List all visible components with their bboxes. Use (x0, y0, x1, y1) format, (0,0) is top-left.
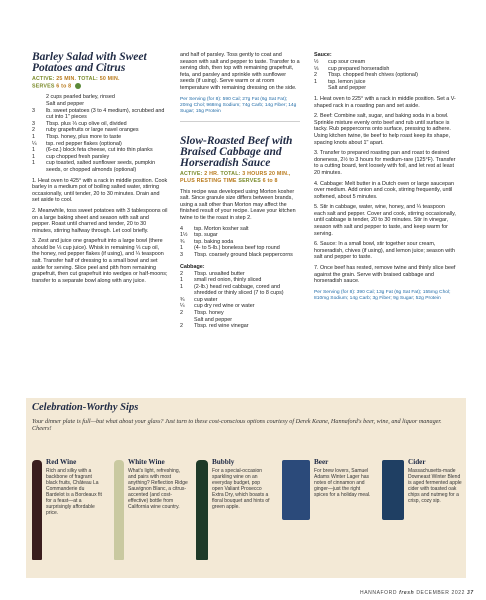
ingredient-text: (4- to 5-lb.) boneless beef top round (194, 245, 280, 252)
sip-heading: Cider (408, 458, 426, 466)
sauce-label: Sauce: (314, 52, 332, 58)
ingredient-row (180, 277, 300, 284)
ingredient-row (32, 94, 168, 101)
serves-value: 6 to 8 (56, 83, 72, 90)
ingredient-quantity: 4 (180, 225, 183, 232)
ingredient-row (32, 147, 168, 154)
ingredient-row (180, 284, 300, 297)
sip-heading: White Wine (128, 458, 165, 466)
ingredient-quantity: ¾ (180, 296, 185, 303)
recipe-step: 1. Heat oven to 225° with a rack in middle position. Set a V-shaped rack in a roasting pan and set aside. (314, 95, 456, 109)
ingredient-row (32, 127, 168, 134)
cabbage-ingredients (180, 271, 300, 330)
ingredient-row (180, 303, 300, 310)
ingredient-text: Salt and pepper (46, 101, 85, 107)
ingredient-text: Salt and pepper (328, 85, 367, 92)
sip-text: For a special-occasion sparkling wine on an everyday budget, pop open Valiant Prosecco Extra Dry, which boasts a floral bouquet and hints of green apple. (212, 468, 270, 510)
sip-text: Massachusetts-made Downeast Winter Blend is aged fermented apple cider with toasted oak chips and nutmeg for a crisp, cozy sip. (408, 468, 462, 504)
recipe-step: 2. Beef: Combine salt, sugar, and baking soda in a bowl. Sprinkle mixture evenly onto beef and rub until surface is tacky. Rub peppercorns onto surface, pressing to adhere. Using kitchen twine, tie beef to help roast keep its shape, spacing knots about 1" apart. (314, 113, 451, 146)
sip-text: Rich and silky with a backbone of fragrant black fruits, Château La Commanderie du Bardelot is a Bordeaux fit for a feast—at a surprisingly affordable price. (46, 468, 102, 516)
recipe-step: 6. Sauce: In a small bowl, stir together sour cream, horseradish, chives (if using), and lemon juice; season with salt and pepper to taste. (314, 241, 455, 261)
ingredient-text: lb. sweet potatoes (3 to 4 medium), scrubbed and cut into 1" pieces (46, 107, 165, 121)
recipe-step: 4. Cabbage: Melt butter in a Dutch oven or large saucepan over medium. Add onion and cook, stirring frequently, until softened, about 5 minutes. (314, 180, 454, 200)
ingredient-quantity: 2 (180, 323, 183, 330)
barley-continued (180, 52, 300, 330)
sip-heading: Beer (314, 458, 329, 466)
footer-issue: DECEMBER 2022 (416, 590, 465, 596)
sauce-ingredients (314, 59, 456, 92)
ingredient-row (180, 317, 300, 324)
recipe-step: 3. Transfer to prepared roasting pan and roast to desired doneness, 2½ to 3 hours for medium-rare (125°F). Transfer to a cutting board, tent loosely with foil, and let rest at least 20 minutes. (314, 150, 456, 176)
page-footer (360, 590, 474, 596)
barley-nutrition: Per Serving (for 8): 590 Cal; 27g Fat (6g Sat Fat); 20mg Chol; 968mg Sodium; 74g Carb; 14g Fiber; 14g Sugar; 15g Protein (180, 96, 297, 114)
ingredient-text: cup prepared horseradish (328, 65, 390, 72)
ingredient-row (180, 310, 300, 317)
beer-pack-image (282, 460, 310, 520)
ingredient-quantity: 1 (32, 133, 35, 140)
sip-cider (408, 458, 464, 504)
total-label: TOTAL: (77, 76, 99, 82)
sip-bubbly (212, 458, 272, 510)
sips-intro: Your dinner plate is full—but what about your glass? Just turn to these cost-conscious options courtesy of Derek Keane, Hannaford's beer, wine, and liquor manager. Cheers! (32, 418, 442, 433)
vegetarian-icon (75, 83, 81, 89)
ingredient-text: Tbsp. plus ⅓ cup olive oil, divided (46, 120, 127, 127)
ingredient-quantity: 1 (180, 245, 183, 252)
sips-section (26, 398, 466, 578)
red-wine-bottle-image (32, 460, 42, 560)
sip-beer (314, 458, 374, 498)
ingredient-row (32, 141, 168, 148)
recipe-step: 7. Once beef has rested, remove twine and thinly slice beef against the grain. Serve with braised cabbage and horseradish sauce. (314, 265, 456, 285)
beef-ingredients (180, 226, 300, 259)
ingredient-quantity (32, 94, 46, 101)
ingredient-text: small red onion, thinly sliced (194, 277, 262, 284)
ingredient-row (314, 85, 456, 92)
ingredient-row (180, 252, 300, 259)
sip-text: What's light, refreshing, and pairs with most anything? Reflection Ridge Sauvignon Blanc, a citrus-accented (and cost-effective) bottle from California wine country. (128, 468, 188, 510)
ingredient-quantity: 1 (314, 78, 317, 85)
barley-steps (32, 178, 168, 285)
beef-meta (180, 171, 300, 185)
ingredient-row (32, 101, 168, 108)
cider-pack-image (382, 460, 404, 520)
ingredient-text: Tbsp. coarsely ground black peppercorns (194, 251, 293, 258)
ingredient-quantity: 3 (32, 120, 35, 127)
ingredient-text: 2 cups pearled barley, rinsed (46, 94, 115, 101)
cabbage-label: Cabbage: (180, 263, 205, 270)
recipe-step: 2. Meanwhile, toss sweet potatoes with 3 tablespoons oil on a large baking sheet and season with salt and pepper. Roast until charred and tender, 20 to 30 minutes, stirring halfway through. Let cool briefly. (32, 207, 168, 234)
ingredient-text: cup chopped fresh parsley (46, 153, 110, 160)
ingredient-text: tsp. sugar (194, 232, 218, 239)
ingredient-quantity: ¾ (180, 238, 185, 245)
serves-value: 6 to 8 (262, 177, 278, 184)
total-label: TOTAL: (220, 170, 241, 177)
barley-meta (32, 76, 168, 90)
page-number: 37 (466, 590, 474, 596)
beef-continued (314, 52, 456, 302)
beef-steps (314, 96, 456, 285)
ingredient-quantity (180, 317, 194, 324)
beef-title: Slow-Roasted Beef with Braised Cabbage and Horseradish Sauce (180, 134, 293, 169)
ingredient-text: Tbsp. honey, plus more to taste (46, 133, 122, 140)
ingredient-text: tsp. red pepper flakes (optional) (46, 140, 122, 147)
active-label: ACTIVE: (32, 76, 55, 82)
ingredient-text: Salt and pepper (194, 316, 233, 323)
ingredient-quantity: ¼ (32, 140, 37, 147)
ingredient-quantity: 3 (180, 251, 183, 258)
active-time: 2 HR. (204, 170, 219, 177)
serves-label: SERVES (238, 177, 261, 184)
ingredient-row (32, 154, 168, 161)
ingredient-quantity (32, 101, 46, 108)
ingredient-row (314, 79, 456, 86)
ingredient-text: Tbsp. unsalted butter (194, 270, 245, 277)
sip-red-wine (46, 458, 104, 516)
ingredient-quantity: 2 (180, 270, 183, 277)
ingredient-text: cup water (194, 296, 218, 303)
ingredient-row (32, 134, 168, 141)
ingredient-quantity: 1 (32, 160, 35, 167)
ingredient-row (180, 239, 300, 246)
beef-note: This recipe was developed using Morton kosher salt. Since granule size differs between brands, using a salt other than Morton may affect the finished result of your recipe. Leave your kitchen twine to tie the roast in step 2. (180, 188, 296, 221)
ingredient-quantity: 1 (32, 153, 35, 160)
ingredient-row (314, 59, 456, 66)
ingredient-row (180, 323, 300, 330)
ingredient-text: Tbsp. chopped fresh chives (optional) (328, 72, 418, 79)
ingredient-quantity: 1 (180, 277, 183, 284)
prosecco-bottle-image (196, 460, 208, 560)
ingredient-quantity (314, 85, 328, 92)
sips-title: Celebration-Worthy Sips (32, 402, 139, 413)
total-time: 50 MIN. (99, 76, 120, 82)
barley-ingredients (32, 94, 168, 173)
ingredient-quantity: 1 (180, 283, 183, 290)
divider (180, 121, 300, 122)
ingredient-row (180, 297, 300, 304)
footer-magazine: fresh (399, 590, 415, 596)
ingredient-text: tsp. lemon juice (328, 78, 366, 85)
footer-brand: HANNAFORD (360, 590, 398, 596)
ingredient-row (180, 232, 300, 239)
ingredient-quantity: 1 (32, 147, 35, 154)
ingredient-quantity: ½ (314, 59, 319, 65)
ingredient-quantity: 1½ (180, 232, 188, 239)
ingredient-row (32, 160, 168, 173)
sip-white-wine (128, 458, 188, 510)
recipe-step: 3. Zest and juice one grapefruit into a large bowl (there should be ⅓ cup juice). Whisk in remaining ⅓ cup oil, the honey, red pepper flakes (if using), and ¼ teaspoon salt. Transfer half of dressing to a small bowl and set aside for serving. Slice peel and pith from remaining grapefruit, then cut grapefruit into wedges or half-moons; transfer to a separate bowl along with any juice. (32, 238, 168, 284)
ingredient-row (180, 226, 300, 233)
ingredient-quantity: 3 (32, 107, 35, 114)
ingredient-quantity: ⅓ (314, 65, 319, 72)
ingredient-text: cup toasted, salted sunflower seeds, pumpkin seeds, or chopped almonds (optional) (46, 160, 156, 173)
ingredient-text: cup sour cream (328, 59, 366, 65)
ingredient-row (180, 271, 300, 278)
ingredient-row (32, 108, 168, 121)
barley-step-4-cont: and half of parsley. Toss gently to coat and season with salt and pepper to taste. Transfer to a serving dish, then top with remaining grapefruit, feta, and parsley and sprinkle with sunflower seeds (if using). Serve warm or at room temperature with remaining dressing on the side. (180, 52, 300, 91)
sip-heading: Red Wine (46, 458, 77, 466)
ingredient-text: (6-oz.) block feta cheese, cut into thin planks (46, 147, 153, 154)
serves-label: SERVES (32, 83, 55, 90)
ingredient-quantity: 2 (32, 127, 35, 134)
ingredient-text: tsp. baking soda (194, 238, 234, 245)
recipe-step: 5. Stir in cabbage, water, wine, honey, and ¼ teaspoon each salt and pepper. Cover and cook, stirring occasionally, until cabbage is tender, 20 to 30 minutes. Stir in vinegar, season with salt and pepper to taste, and keep warm for serving. (314, 204, 456, 237)
ingredient-text: tsp. Morton kosher salt (194, 225, 249, 232)
white-wine-bottle-image (114, 460, 124, 560)
recipe-step: 1. Heat oven to 425° with a rack in middle position. Cook barley in a medium pot of boiling salted water, stirring occasionally, until tender, 20 to 30 minutes. Drain and set aside to cool. (32, 177, 168, 204)
ingredient-text: cup dry red wine or water (194, 303, 255, 310)
ingredient-row (314, 66, 456, 73)
ingredient-quantity: 2 (314, 72, 317, 79)
ingredient-row (32, 121, 168, 128)
barley-recipe (32, 52, 168, 284)
ingredient-text: ruby grapefruits or large navel oranges (46, 127, 139, 134)
ingredient-row (314, 72, 456, 79)
active-time: 25 MIN. (56, 76, 77, 82)
active-label: ACTIVE: (180, 170, 203, 177)
barley-title: Barley Salad with Sweet Potatoes and Citrus (32, 51, 147, 74)
ingredient-quantity: 2 (180, 310, 183, 317)
total-time: 3 HOURS 20 MIN., PLUS RESTING TIME (180, 170, 291, 184)
ingredient-quantity: ¼ (180, 303, 185, 310)
beef-nutrition: Per Serving (for 8): 390 Cal; 13g Fat (6g Sat Fat); 155mg Chol; 810mg Sodium; 14g Carb; 3g Fiber; 9g Sugar; 52g Protein (314, 289, 451, 301)
ingredient-text: (2-lb.) head red cabbage, cored and shredded or thinly sliced (7 to 8 cups) (194, 283, 284, 297)
sip-text: For brew lovers, Samuel Adams Winter Lager has notes of cinnamon and ginger—just the right spices for a holiday meal. (314, 468, 371, 498)
ingredient-text: Tbsp. honey (194, 310, 224, 317)
sip-heading: Bubbly (212, 458, 235, 466)
ingredient-row (180, 245, 300, 252)
ingredient-text: Tbsp. red wine vinegar (194, 323, 249, 330)
